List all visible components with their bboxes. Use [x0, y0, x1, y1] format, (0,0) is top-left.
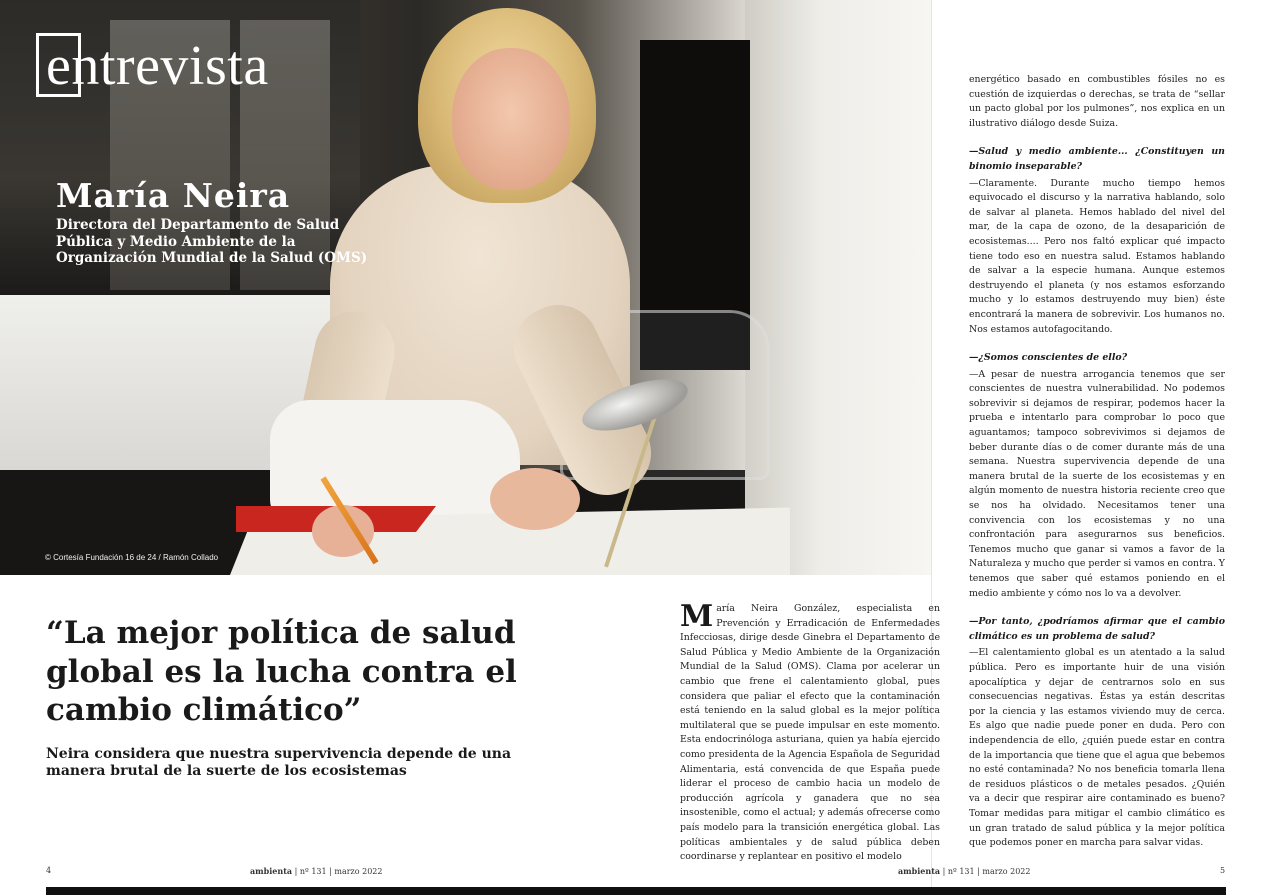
footer-left: [250, 866, 382, 876]
answer: —Claramente. Durante mucho tiempo hemos equivocado el discurso y la narrativa hablando, solo de salvar al planeta. Hemos hablado del nivel del mar, de la capa de ozono, de la desaparición de ecosistemas.... Pero nos faltó explicar qué impacto tiene todo eso en nuestra salud. Estamos hablando de salvar a la especie humana. Aunque estemos destruyendo el planeta (y nos estamos esforzando mucho y lo estamos destruyendo muy bien) éste encontrará la manera de sobrevivir. Los humanos no. Nos estamos autofagocitando.: [969, 177, 1225, 335]
interview-column: [969, 73, 1225, 851]
section-logo: entrevista: [46, 35, 269, 97]
column-opening: energético basado en combustibles fósiles no es cuestión de izquierdas o derechas, se trata de “sellar un pacto global por los pulmones”, nos explica en un ilustrativo diálogo desde Suiza.: [969, 74, 1225, 129]
footer-right: [898, 866, 1030, 876]
dropcap: M: [680, 599, 714, 634]
headline-subhead: Neira considera que nuestra supervivencia depende de una manera brutal de la suerte de los ecosistemas: [46, 746, 512, 779]
footer-issue: | nº 131 | marzo 2022: [942, 867, 1031, 876]
intro-paragraph: [680, 599, 940, 865]
photo-credit: © Cortesía Fundación 16 de 24 / Ramón Collado: [45, 553, 219, 562]
headline-quote: “La mejor política de salud global es la lucha contra el cambio climático”: [46, 615, 517, 728]
question: —¿Somos conscientes de ello?: [969, 352, 1128, 364]
photo-wall: [745, 0, 931, 575]
interviewee-name: María Neira: [56, 176, 291, 215]
interviewee-role: Directora del Departamento de Salud Pública y Medio Ambiente de la Organización Mundial de la Salud (OMS): [56, 217, 368, 266]
footer-issue: | nº 131 | marzo 2022: [294, 867, 383, 876]
answer: —A pesar de nuestra arrogancia tenemos que ser conscientes de nuestra vulnerabilidad. No podemos sobrevivir si dejamos de respirar, podemos hacer la prueba e intentarlo para comprobar lo poco que aguantamos; tampoco sobrevivimos si dejamos de beber durante días o de comer durante más de una semana. Nuestra supervivencia depende de una manera brutal de la suerte de los ecosistemas y en algún momento de nuestra historia reciente creo que se nos ha olvidado. Necesitamos tener una convivencia con los ecosistemas y no una confrontación para asegurarnos sus beneficios. Tenemos mucho que ganar si vamos a favor de la Naturaleza y mucho que perder si vamos en contra. Y tenemos que saber qué estamos poniendo en el medio ambiente y cómo nos lo va a devolver.: [969, 368, 1225, 599]
page-number-right: 5: [1220, 866, 1226, 875]
bottom-bar: [46, 887, 1226, 895]
footer-magazine: ambienta: [898, 866, 941, 876]
intro-text: aría Neira González, especialista en Prevención y Erradicación de Enfermedades Infecciosas, dirige desde Ginebra el Departamento de Salud Pública y Medio Ambiente de la Organización Mundial de la Salud (OMS). Clama por acelerar un cambio que frene el calentamiento global, pues considera que paliar el efecto que la contaminación está teniendo en la salud global es la mejor política multilateral que se puede impulsar en este momento. Esta endocrinóloga asturiana, quien ya había ejercido como presidenta de la Agencia Española de Seguridad Alimentaria, está convencida de que España puede liderar el proceso de cambio hacia un modelo de producción agrícola y ganadera que no sea insostenible, como el actual; y además ofrecerse como país modelo para la transición energética global. Las políticas ambientales y de salud pública deben coordinarse y replantear en positivo el modelo: [680, 603, 940, 863]
question: —Por tanto, ¿podríamos afirmar que el cambio climático es un problema de salud?: [969, 616, 1225, 642]
page-number-left: 4: [46, 866, 52, 875]
cover-photo: [0, 0, 931, 575]
footer-magazine: ambienta: [250, 866, 293, 876]
question: —Salud y medio ambiente... ¿Constituyen un binomio inseparable?: [969, 146, 1225, 172]
answer: —El calentamiento global es un atentado a la salud pública. Pero es importante huir de una visión apocalíptica y dejar de centrarnos solo en sus consecuencias negativas. Éstas ya están descritas por la ciencia y las estamos viviendo muy de cerca. Es algo que nadie puede poner en duda. Pero con independencia de ello, ¿quién puede estar en contra de la importancia que tiene que el agua que bebemos no esté contaminada? No nos beneficia tomarla llena de residuos plásticos o de metales pesados. ¿Quién va a decir que respirar aire contaminado es bueno? Tomar medidas para mitigar el cambio climático es un gran tratado de salud pública y la mejor política que podemos poner en marcha para salvar vidas.: [969, 647, 1225, 849]
